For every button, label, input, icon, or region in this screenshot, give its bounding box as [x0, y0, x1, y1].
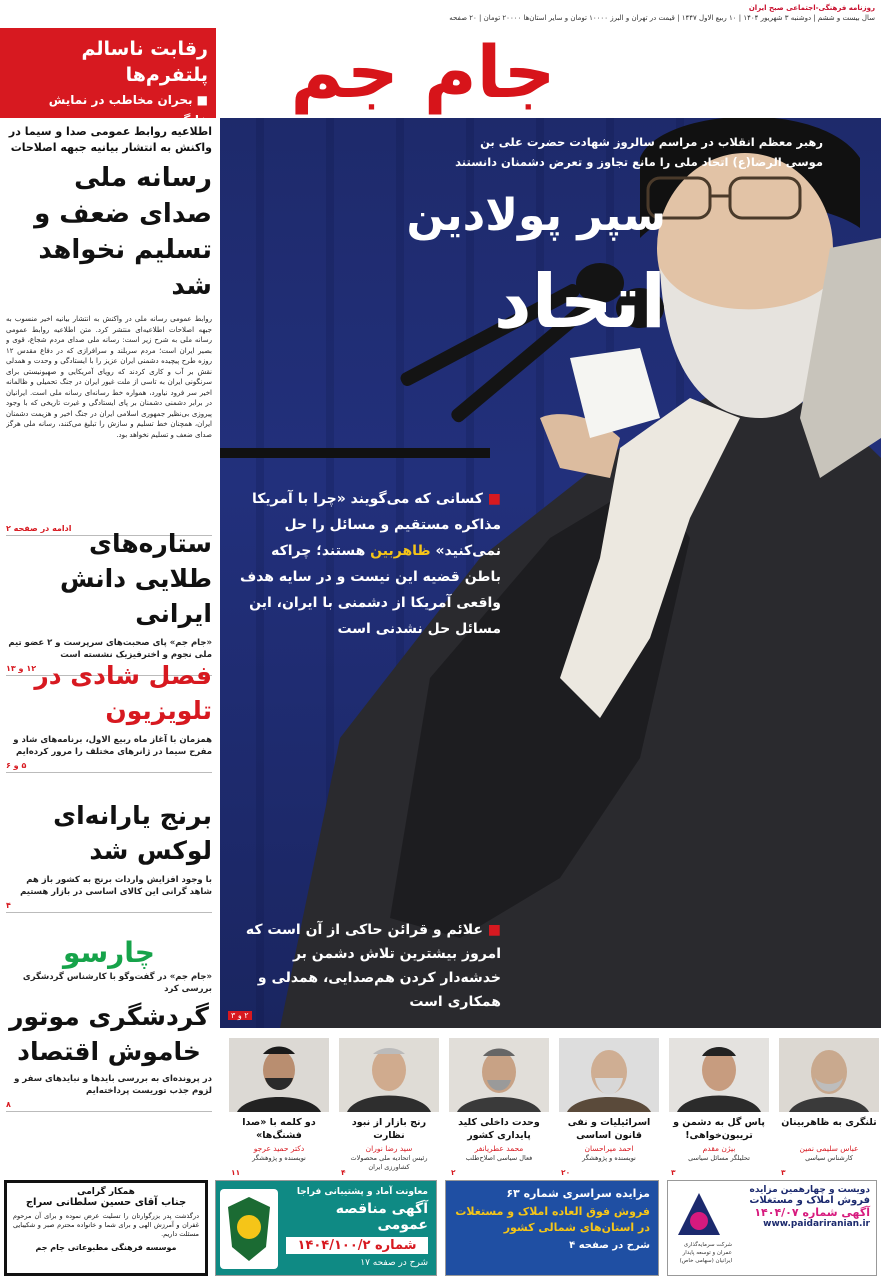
lead-headline-line2: اتحاد — [493, 259, 666, 345]
story-golden-stars[interactable] — [6, 526, 212, 676]
ad-page-ref[interactable]: شرح در صفحه ۱۷ — [360, 1258, 428, 1268]
condolence-name: جناب آقای حسین سلطانی سراج — [25, 1197, 187, 1208]
lead-subhead: رهبر معظم انقلاب در مراسم سالروز شهادت حضرت علی بن موسی الرضا(ع) اتحاد ملی را مانع تجاوز و تعرض دشمنان دانستند — [455, 135, 823, 169]
columnist-title: اسرائیلیات و نفی قانون اساسی — [567, 1117, 651, 1141]
story-headline: ستاره‌های طلایی دانش ایرانی — [59, 529, 212, 628]
page-reference[interactable]: ۱۱ — [231, 1168, 241, 1177]
paidar-logo-icon — [676, 1191, 722, 1237]
left-news-column — [0, 118, 218, 1180]
quote-bullet: ■ — [482, 491, 501, 507]
ads-strip — [0, 1180, 881, 1280]
columnist-photo — [669, 1038, 769, 1112]
columnist-card[interactable] — [447, 1034, 551, 1180]
ad-page-ref[interactable]: شرح در صفحه ۴ — [569, 1240, 650, 1251]
ad-subtitle: آگهی مناقصه عمومی — [335, 1201, 428, 1233]
story-bullet: «جام جم» پای صحبت‌های سرپرست و ۲ عضو تیم ملی نجوم و اخترفیزیک نشسته است — [8, 638, 212, 660]
columnist-name: بیژن مقدم — [702, 1144, 736, 1153]
columnist-photo — [229, 1038, 329, 1112]
issue-info: سال بیست و ششم | دوشنبه ۳ شهریور ۱۴۰۴ | ۱۰ ربیع الاول ۱۴۴۷ | قیمت در تهران و البرز ۱۰۰۰۰ تومان و سایر استان‌ها ۲۰۰۰۰ تومان | ۲۰ صفحه — [449, 14, 875, 22]
columnist-role: تحلیلگر مسائل سیاسی — [688, 1154, 750, 1162]
page-reference[interactable]: ۴ — [341, 1168, 346, 1177]
top-left-teaser[interactable] — [0, 28, 216, 118]
page-reference[interactable]: ۸ — [6, 1100, 212, 1112]
columnist-photo — [559, 1038, 659, 1112]
condolence-body: درگذشت پدر بزرگوارتان را تسلیت عرض نموده و برای آن مرحوم غفران و آمرزش الهی و برای شما و خانواده محترم صبر و شکیبایی مسئلت داریم. — [13, 1212, 199, 1238]
lead-quote-1 — [231, 486, 501, 642]
columnist-title: تلنگری به ظاهربینان — [781, 1117, 877, 1128]
story-tourism[interactable] — [6, 936, 212, 1112]
jamejam-logo: جام جم — [290, 30, 556, 114]
columnist-role: کارشناس سیاسی — [805, 1154, 853, 1162]
columnist-card[interactable] — [777, 1034, 881, 1180]
columnist-role: رئیس اتحادیه ملی محصولات کشاورزی ایران — [350, 1154, 428, 1171]
ad-auction-63[interactable] — [445, 1180, 659, 1276]
ad-tender-faraja[interactable] — [215, 1180, 437, 1276]
ad-subtitle: فروش فوق العاده املاک و مستغلات در استان‌های شمالی کشور — [455, 1205, 650, 1234]
columnists-strip — [220, 1034, 881, 1180]
columnist-photo — [449, 1038, 549, 1112]
ad-title: مزایده سراسری شماره ۶۳ — [506, 1187, 650, 1200]
page-reference[interactable]: ۲۰ — [561, 1168, 571, 1177]
lead-headline-line1: سپر پولادین — [406, 190, 666, 241]
ad-auction-paidar[interactable] — [667, 1180, 877, 1276]
page-reference[interactable]: ۳ — [671, 1168, 676, 1177]
quote-bullet: ■ — [482, 922, 501, 938]
teaser-subtitle: ■ بحران مخاطب در نمایش — [48, 93, 208, 107]
columnist-name: احمد میراحسان — [584, 1144, 634, 1153]
page-reference[interactable]: ۲ و ۳ — [228, 1011, 252, 1020]
columnist-name: عباس سلیمی نمین — [799, 1144, 859, 1153]
charsoo-section-logo: چارسو — [63, 936, 155, 969]
columnist-role: فعال سیاسی اصلاح‌طلب — [465, 1154, 533, 1162]
columnist-photo — [339, 1038, 439, 1112]
ad-subtitle: فروش املاک و مستغلات — [749, 1195, 870, 1206]
columnist-title: رنج بازار از نبود نظارت — [351, 1117, 427, 1141]
story-headline: برنج یارانه‌ای لوکس شد — [53, 801, 212, 865]
story-headline: گردشگری موتور خاموش اقتصاد — [9, 1002, 209, 1066]
page-reference[interactable]: ۵ و ۶ — [6, 761, 212, 773]
police-emblem-icon — [220, 1189, 278, 1269]
columnist-card[interactable] — [667, 1034, 771, 1180]
story-kicker: «جام جم» در گفت‌وگو با کارشناس گردشگری بررسی کرد — [22, 972, 212, 994]
quote-text-a: کسانی که می‌گویند «چرا با آمریکا مذاکره مستقیم و مسائل را حل نمی‌کنید» — [252, 491, 501, 559]
story-kicker: اطلاعیه روابط عمومی صدا و سیما در واکنش به انتشار بیانیه جبهه اصلاحات — [8, 125, 212, 154]
story-tv-season[interactable] — [6, 658, 212, 773]
quote-highlight: ظاهربین — [370, 543, 431, 559]
columnist-role: نویسنده و پژوهشگر — [582, 1154, 636, 1162]
columnist-card[interactable] — [227, 1034, 331, 1180]
columnist-title: پاس گل به دشمن و تریبون‌خواهی! — [673, 1117, 765, 1141]
ad-condolence — [4, 1180, 208, 1276]
quote-text: علائم و قرائن حاکی از آن است که امروز بیشترین تلاش دشمن بر خدشه‌دار کردن هم‌صدایی، همدلی و همکاری است — [245, 922, 501, 1010]
story-rice-price[interactable] — [6, 798, 212, 913]
story-bullet: با وجود افزایش واردات برنج به کشور باز هم شاهد گرانی این کالای اساسی در بازار هستیم — [20, 875, 212, 897]
columnist-card[interactable] — [337, 1034, 441, 1180]
story-bullet: در پرونده‌ای به بررسی بایدها و نبایدهای سفر و لزوم جذب توریست پرداخته‌ایم — [14, 1074, 212, 1096]
lead-quote-2 — [231, 918, 501, 1014]
ad-number: آگهی شماره ۱۴۰۴/۰۷ — [754, 1206, 870, 1219]
columnist-photo — [779, 1038, 879, 1112]
ad-org: شرکت سرمایه‌گذاری عمران و توسعه پایدار ایرانیان (سهامی خاص) — [679, 1242, 732, 1264]
story-media-statement[interactable] — [6, 124, 212, 536]
quote-text-b: هستند؛ چراکه باطن قضیه این نیست و در سایه هدف واقعی آمریکا از دشمنی با ایران، این مسائل حل نشدنی است — [239, 543, 501, 637]
columnist-title: دو کلمه با «صدا فشنگ‌ها» — [242, 1117, 316, 1141]
issue-meta-line — [449, 3, 875, 23]
condolence-sign: موسسه فرهنگی مطبوعاتی جام جم — [35, 1243, 177, 1252]
columnist-title: وحدت داخلی کلید پایداری کشور — [458, 1117, 540, 1141]
page-reference[interactable]: ۴ — [6, 901, 212, 913]
columnist-name: محمد عطریانفر — [474, 1144, 524, 1153]
story-bullet: همزمان با آغاز ماه ربیع الاول، برنامه‌های شاد و مفرح سیما در ژانرهای مختلف را مرور کرده‌ایم — [13, 735, 212, 757]
page-reference[interactable]: ۳ — [781, 1168, 786, 1177]
columnist-card[interactable] — [557, 1034, 661, 1180]
teaser-title: رقابت ناسالم پلتفرم‌ها — [81, 38, 208, 86]
paper-tagline: روزنامه فرهنگی-اجتماعی صبح ایران — [748, 4, 875, 12]
columnist-name: سید رضا نوران — [365, 1144, 413, 1153]
story-headline: رسانه ملی صدای ضعف و تسلیم نخواهد شد — [34, 163, 212, 301]
story-headline: فصل شادی در تلویزیون — [34, 661, 212, 725]
ad-title: دویست و چهارهمین مزایده — [749, 1185, 870, 1195]
story-body: روابط عمومی رسانه ملی در واکنش به انتشار بیانیه اخیر منسوب به جبهه اصلاحات اطلاعیه‌ای منتشر کرد. متن اطلاعیه روابط عمومی رسانه ملی به شرح زیر است: رسانه ملی صدای مردم شجاع، قوی و بصیر ایران است؛ مردم سربلند و سرافرازی که در دفاع مقدس ۱۲ روزه طرح پیچیده دشمنی ایران عزیز را با ایستادگی و وحدت و همدلی نقش بر آب و کاری کردند که رویای آمریکایی و صهیونیستی برای سرنگونی ایران به تاسی از ملت غیور ایران در جنگ تحمیلی و ظالمانه اخیر سر فرود نیاورد، همواره خط رسانه‌ای رسانه ملی است. ایرانیان در برابر دشمنی دشمنان بر پای ایستادگی و غیرت تاریخی که با وجود پیروزی بی‌نظیر جمهوری اسلامی ایران در جنگ اخیر و هزیمت دشمنان ایران، همچنان خط تسلیم و سازش را تبلیغ می‌کنند، رسانه ملی هرگز صدای ضعف و تسلیم نخواهد بود. — [6, 315, 212, 439]
ad-number: شماره ۱۴۰۴/۱۰۰/۲ — [286, 1237, 428, 1254]
lead-photo[interactable] — [220, 118, 881, 1028]
page-reference[interactable]: ادامه در صفحه ۲ — [6, 524, 212, 536]
page-reference[interactable]: ۱۲ و ۱۳ — [6, 664, 212, 676]
columnist-name: دکتر حمید عرجو — [253, 1144, 305, 1153]
page-reference[interactable]: ۲ — [451, 1168, 456, 1177]
columnist-role: نویسنده و پژوهشگر — [252, 1154, 306, 1162]
ad-title: معاونت آماد و پشتیبانی فراجا — [296, 1187, 428, 1197]
condolence-head: همکار گرامی — [77, 1187, 135, 1197]
ad-url[interactable]: www.paidariranian.ir — [763, 1219, 870, 1229]
masthead — [0, 0, 881, 118]
